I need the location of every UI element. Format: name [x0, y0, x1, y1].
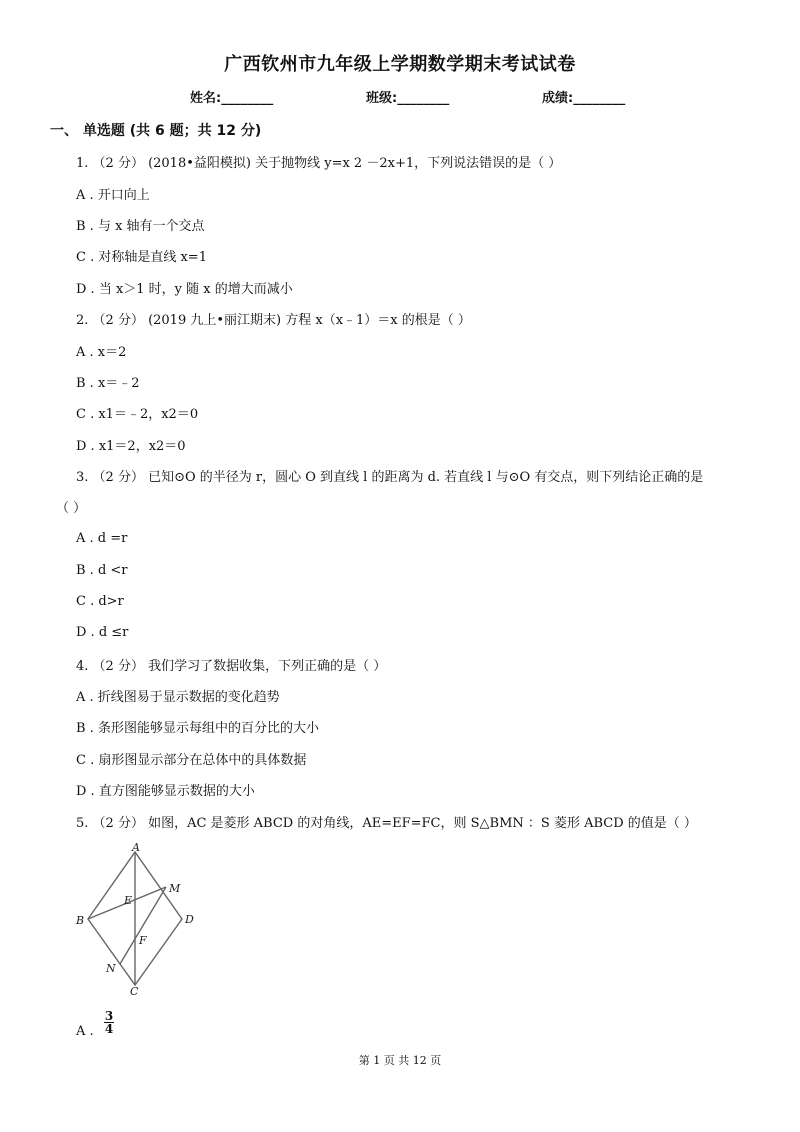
question-5-option-a-fraction: [104, 1010, 114, 1035]
question-4-stem: 4. （2 分） 我们学习了数据收集，下列正确的是（ ）: [76, 659, 387, 674]
page-footer: 第 1 页 共 12 页: [358, 1054, 442, 1067]
score-field-label: 成绩:________: [542, 91, 626, 106]
question-3-stem: 3. （2 分） 已知⊙O 的半径为 r，圆心 O 到直线 l 的距离为 d. 若直线 l 与⊙O 有交点，则下列结论正确的是: [76, 470, 704, 485]
question-1-stem: 1. （2 分） (2018•益阳模拟) 关于抛物线 y=x 2 －2x+1，下列说法错误的是（ ）: [76, 156, 562, 171]
name-field-label: 姓名:________: [190, 91, 274, 106]
question-2-option-d: D . x1＝2，x2＝0: [76, 439, 186, 454]
question-3-option-d: D . d ≤r: [76, 625, 129, 640]
question-3-option-a: A . d =r: [76, 531, 128, 546]
label-m: M: [169, 882, 181, 895]
label-a: A: [132, 841, 140, 854]
question-5-stem: 5. （2 分） 如图，AC 是菱形 ABCD 的对角线，AE=EF=FC，则 S△BMN ：S 菱形 ABCD 的值是（ ）: [76, 816, 697, 831]
question-4-option-d: D . 直方图能够显示数据的大小: [76, 784, 255, 799]
rhombus-figure: [70, 840, 200, 1000]
question-4-option-b: B . 条形图能够显示每组中的百分比的大小: [76, 721, 319, 736]
label-d: D: [185, 913, 194, 926]
question-4-option-a: A . 折线图易于显示数据的变化趋势: [76, 690, 280, 705]
question-2-option-b: B . x＝﹣2: [76, 376, 140, 391]
fraction-denominator: 4: [104, 1022, 114, 1036]
question-3-option-c: C . d>r: [76, 594, 124, 609]
question-3-option-b: B . d <r: [76, 563, 128, 578]
label-n: N: [106, 962, 116, 975]
fraction-numerator: 3: [104, 1009, 114, 1023]
question-5-option-a-label: A .: [76, 1024, 94, 1039]
question-3-stem-continued: （ ）: [56, 501, 87, 516]
question-2-stem: 2. （2 分） (2019 九上•丽江期末) 方程 x（x﹣1）＝x 的根是（ ）: [76, 313, 471, 328]
question-1-option-c: C . 对称轴是直线 x=1: [76, 250, 207, 265]
question-2-option-c: C . x1＝﹣2，x2＝0: [76, 407, 199, 422]
question-4-option-c: C . 扇形图显示部分在总体中的具体数据: [76, 753, 307, 768]
exam-title: 广西钦州市九年级上学期数学期末考试试卷: [224, 54, 576, 75]
label-c: C: [130, 985, 139, 998]
label-b: B: [76, 914, 85, 927]
label-f: F: [139, 934, 147, 947]
question-1-option-d: D . 当 x＞1 时，y 随 x 的增大而减小: [76, 282, 293, 297]
class-field-label: 班级:________: [366, 91, 450, 106]
label-e: E: [124, 894, 133, 907]
question-2-option-a: A . x＝2: [76, 345, 127, 360]
section-heading: 一、 单选题 (共 6 题；共 12 分): [50, 123, 262, 139]
question-1-option-a: A . 开口向上: [76, 188, 150, 203]
question-1-option-b: B . 与 x 轴有一个交点: [76, 219, 205, 234]
